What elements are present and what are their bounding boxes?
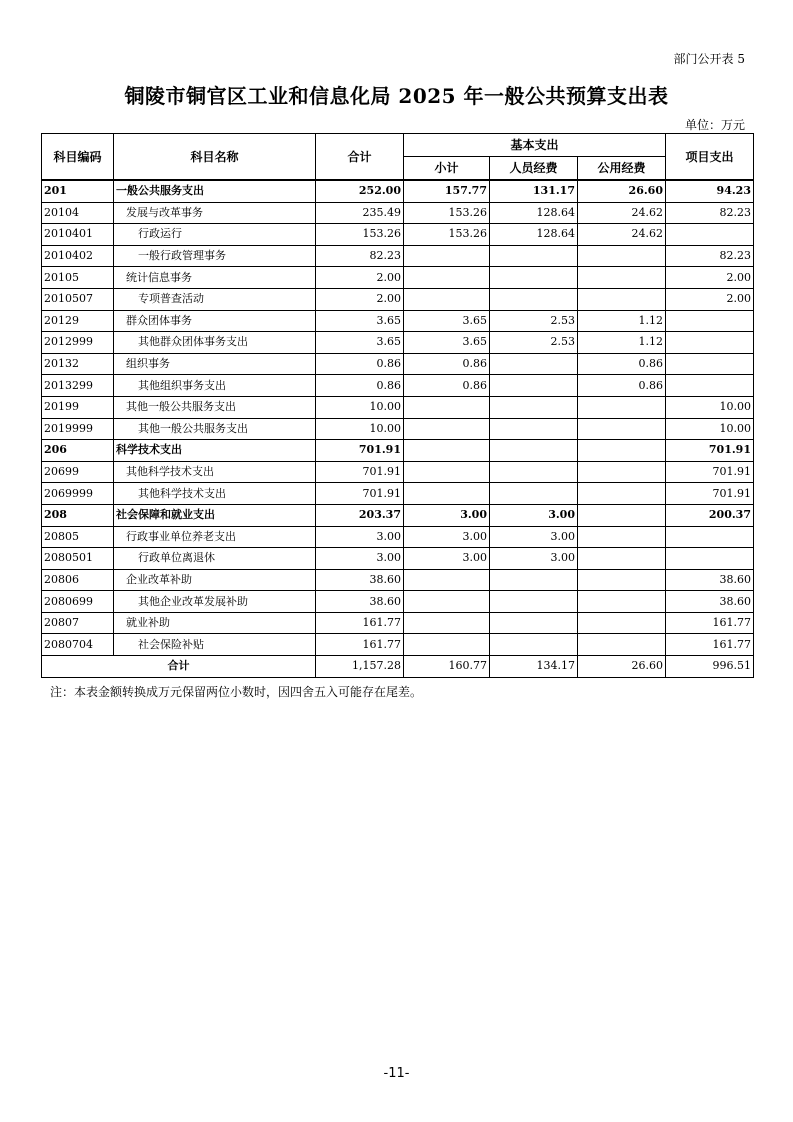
cell-public (578, 418, 666, 440)
cell-personnel (490, 569, 578, 591)
cell-code: 20806 (42, 569, 114, 591)
cell-name: 社会保障和就业支出 (114, 504, 316, 526)
cell-subtotal (404, 483, 490, 505)
cell-code: 2069999 (42, 483, 114, 505)
cell-name: 其他企业改革发展补助 (114, 591, 316, 613)
cell-subtotal: 3.00 (404, 504, 490, 526)
cell-subtotal (404, 267, 490, 289)
cell-name: 科学技术支出 (114, 440, 316, 462)
cell-personnel: 3.00 (490, 526, 578, 548)
cell-project: 701.91 (666, 461, 754, 483)
cell-code: 2013299 (42, 375, 114, 397)
cell-project: 10.00 (666, 396, 754, 418)
table-row (42, 461, 754, 483)
cell-project (666, 310, 754, 332)
cell-public (578, 612, 666, 634)
cell-project: 10.00 (666, 418, 754, 440)
cell-public (578, 440, 666, 462)
col-header-personnel: 人员经费 (490, 157, 578, 181)
cell-name: 行政单位离退休 (114, 548, 316, 570)
cell-project (666, 526, 754, 548)
table-header (42, 134, 754, 181)
cell-public (578, 526, 666, 548)
cell-code: 20132 (42, 353, 114, 375)
col-header-subtotal: 小计 (404, 157, 490, 181)
cell-subtotal (404, 440, 490, 462)
cell-public: 24.62 (578, 224, 666, 246)
cell-public (578, 634, 666, 656)
total-subtotal: 160.77 (404, 656, 490, 678)
cell-total: 235.49 (316, 202, 404, 224)
cell-name: 其他组织事务支出 (114, 375, 316, 397)
cell-name: 组织事务 (114, 353, 316, 375)
cell-public (578, 396, 666, 418)
cell-code: 2080501 (42, 548, 114, 570)
cell-project: 82.23 (666, 245, 754, 267)
cell-project: 94.23 (666, 180, 754, 202)
cell-total: 2.00 (316, 288, 404, 310)
table-row (42, 310, 754, 332)
cell-project: 2.00 (666, 267, 754, 289)
cell-subtotal: 3.00 (404, 548, 490, 570)
cell-total: 701.91 (316, 440, 404, 462)
cell-personnel: 3.00 (490, 504, 578, 526)
cell-total: 161.77 (316, 612, 404, 634)
cell-name: 发展与改革事务 (114, 202, 316, 224)
cell-total: 2.00 (316, 267, 404, 289)
cell-personnel (490, 483, 578, 505)
table-row (42, 245, 754, 267)
page-number: -11- (383, 1066, 410, 1081)
cell-subtotal (404, 612, 490, 634)
table-row (42, 591, 754, 613)
table-row (42, 526, 754, 548)
table-row (42, 634, 754, 656)
cell-subtotal (404, 245, 490, 267)
page-title: 铜陵市铜官区工业和信息化局 2025 年一般公共预算支出表 (124, 84, 669, 108)
cell-code: 20104 (42, 202, 114, 224)
table-row (42, 353, 754, 375)
table-row (42, 332, 754, 354)
cell-name: 一般公共服务支出 (114, 180, 316, 202)
cell-personnel: 3.00 (490, 548, 578, 570)
table-row (42, 267, 754, 289)
cell-personnel (490, 440, 578, 462)
cell-subtotal: 3.65 (404, 310, 490, 332)
cell-code: 2012999 (42, 332, 114, 354)
table-row (42, 440, 754, 462)
table-row (42, 202, 754, 224)
cell-subtotal: 153.26 (404, 202, 490, 224)
cell-public (578, 245, 666, 267)
cell-public (578, 288, 666, 310)
cell-personnel (490, 612, 578, 634)
cell-name: 其他科学技术支出 (114, 461, 316, 483)
total-project: 996.51 (666, 656, 754, 678)
cell-name: 行政事业单位养老支出 (114, 526, 316, 548)
cell-project: 161.77 (666, 612, 754, 634)
cell-code: 2010507 (42, 288, 114, 310)
cell-subtotal (404, 418, 490, 440)
cell-total: 153.26 (316, 224, 404, 246)
col-header-project: 项目支出 (666, 134, 754, 181)
cell-code: 2080699 (42, 591, 114, 613)
cell-public (578, 483, 666, 505)
col-header-total: 合计 (316, 134, 404, 181)
cell-personnel (490, 375, 578, 397)
table-row (42, 504, 754, 526)
table-row (42, 180, 754, 202)
cell-subtotal (404, 591, 490, 613)
cell-project (666, 224, 754, 246)
cell-code: 20199 (42, 396, 114, 418)
total-total: 1,157.28 (316, 656, 404, 678)
cell-total: 38.60 (316, 569, 404, 591)
cell-public (578, 504, 666, 526)
form-number: 部门公开表 5 (673, 52, 745, 66)
cell-project: 200.37 (666, 504, 754, 526)
table-row (42, 569, 754, 591)
cell-subtotal: 3.65 (404, 332, 490, 354)
cell-name: 就业补助 (114, 612, 316, 634)
cell-name: 社会保险补贴 (114, 634, 316, 656)
cell-project: 82.23 (666, 202, 754, 224)
col-header-basic: 基本支出 (404, 134, 666, 157)
cell-public (578, 461, 666, 483)
cell-personnel (490, 353, 578, 375)
cell-project: 38.60 (666, 569, 754, 591)
cell-total: 3.00 (316, 548, 404, 570)
col-header-public: 公用经费 (578, 157, 666, 181)
cell-name: 其他一般公共服务支出 (114, 418, 316, 440)
cell-project (666, 332, 754, 354)
cell-public (578, 267, 666, 289)
cell-personnel (490, 396, 578, 418)
cell-project: 701.91 (666, 440, 754, 462)
table-row (42, 288, 754, 310)
cell-personnel: 131.17 (490, 180, 578, 202)
cell-personnel (490, 267, 578, 289)
cell-code: 2080704 (42, 634, 114, 656)
cell-public: 26.60 (578, 180, 666, 202)
cell-project: 161.77 (666, 634, 754, 656)
cell-public: 0.86 (578, 375, 666, 397)
cell-code: 20807 (42, 612, 114, 634)
cell-subtotal: 0.86 (404, 375, 490, 397)
table-row (42, 418, 754, 440)
cell-subtotal (404, 634, 490, 656)
cell-subtotal: 153.26 (404, 224, 490, 246)
cell-project: 701.91 (666, 483, 754, 505)
cell-total: 0.86 (316, 375, 404, 397)
cell-personnel (490, 591, 578, 613)
cell-project: 38.60 (666, 591, 754, 613)
cell-total: 3.65 (316, 310, 404, 332)
cell-personnel (490, 245, 578, 267)
cell-subtotal (404, 288, 490, 310)
cell-total: 38.60 (316, 591, 404, 613)
cell-total: 701.91 (316, 483, 404, 505)
cell-personnel (490, 461, 578, 483)
cell-name: 企业改革补助 (114, 569, 316, 591)
cell-public (578, 548, 666, 570)
unit-label: 单位：万元 (684, 118, 745, 132)
cell-name: 一般行政管理事务 (114, 245, 316, 267)
cell-total: 3.00 (316, 526, 404, 548)
cell-personnel (490, 634, 578, 656)
cell-total: 0.86 (316, 353, 404, 375)
cell-subtotal: 3.00 (404, 526, 490, 548)
table-body (42, 180, 754, 656)
cell-project (666, 375, 754, 397)
total-label: 合计 (42, 656, 316, 678)
total-public: 26.60 (578, 656, 666, 678)
cell-total: 252.00 (316, 180, 404, 202)
table-row (42, 224, 754, 246)
cell-personnel: 2.53 (490, 310, 578, 332)
cell-name: 其他一般公共服务支出 (114, 396, 316, 418)
cell-code: 20805 (42, 526, 114, 548)
cell-code: 2010401 (42, 224, 114, 246)
table-row (42, 483, 754, 505)
cell-code: 2010402 (42, 245, 114, 267)
cell-name: 其他群众团体事务支出 (114, 332, 316, 354)
cell-total: 10.00 (316, 396, 404, 418)
cell-name: 统计信息事务 (114, 267, 316, 289)
cell-name: 群众团体事务 (114, 310, 316, 332)
cell-personnel: 2.53 (490, 332, 578, 354)
cell-subtotal (404, 396, 490, 418)
cell-name: 专项普查活动 (114, 288, 316, 310)
total-personnel: 134.17 (490, 656, 578, 678)
table-row (42, 612, 754, 634)
cell-personnel: 128.64 (490, 224, 578, 246)
cell-code: 2019999 (42, 418, 114, 440)
cell-code: 20129 (42, 310, 114, 332)
cell-total: 701.91 (316, 461, 404, 483)
footnote: 注：本表金额转换成万元保留两位小数时，因四舍五入可能存在尾差。 (50, 685, 423, 699)
cell-personnel: 128.64 (490, 202, 578, 224)
cell-code: 201 (42, 180, 114, 202)
budget-table (41, 133, 754, 678)
cell-project (666, 353, 754, 375)
total-row (42, 656, 754, 678)
cell-public: 24.62 (578, 202, 666, 224)
cell-code: 20699 (42, 461, 114, 483)
cell-personnel (490, 418, 578, 440)
cell-total: 161.77 (316, 634, 404, 656)
cell-subtotal (404, 461, 490, 483)
cell-name: 行政运行 (114, 224, 316, 246)
col-header-code: 科目编码 (42, 134, 114, 181)
cell-subtotal: 0.86 (404, 353, 490, 375)
cell-personnel (490, 288, 578, 310)
cell-subtotal: 157.77 (404, 180, 490, 202)
cell-subtotal (404, 569, 490, 591)
cell-total: 10.00 (316, 418, 404, 440)
cell-public: 1.12 (578, 332, 666, 354)
cell-total: 203.37 (316, 504, 404, 526)
table-row (42, 375, 754, 397)
cell-project: 2.00 (666, 288, 754, 310)
cell-code: 20105 (42, 267, 114, 289)
cell-project (666, 548, 754, 570)
cell-public (578, 591, 666, 613)
cell-public (578, 569, 666, 591)
table-row (42, 396, 754, 418)
table-row (42, 548, 754, 570)
cell-public: 1.12 (578, 310, 666, 332)
cell-public: 0.86 (578, 353, 666, 375)
cell-code: 206 (42, 440, 114, 462)
col-header-name: 科目名称 (114, 134, 316, 181)
cell-name: 其他科学技术支出 (114, 483, 316, 505)
cell-total: 3.65 (316, 332, 404, 354)
cell-code: 208 (42, 504, 114, 526)
cell-total: 82.23 (316, 245, 404, 267)
